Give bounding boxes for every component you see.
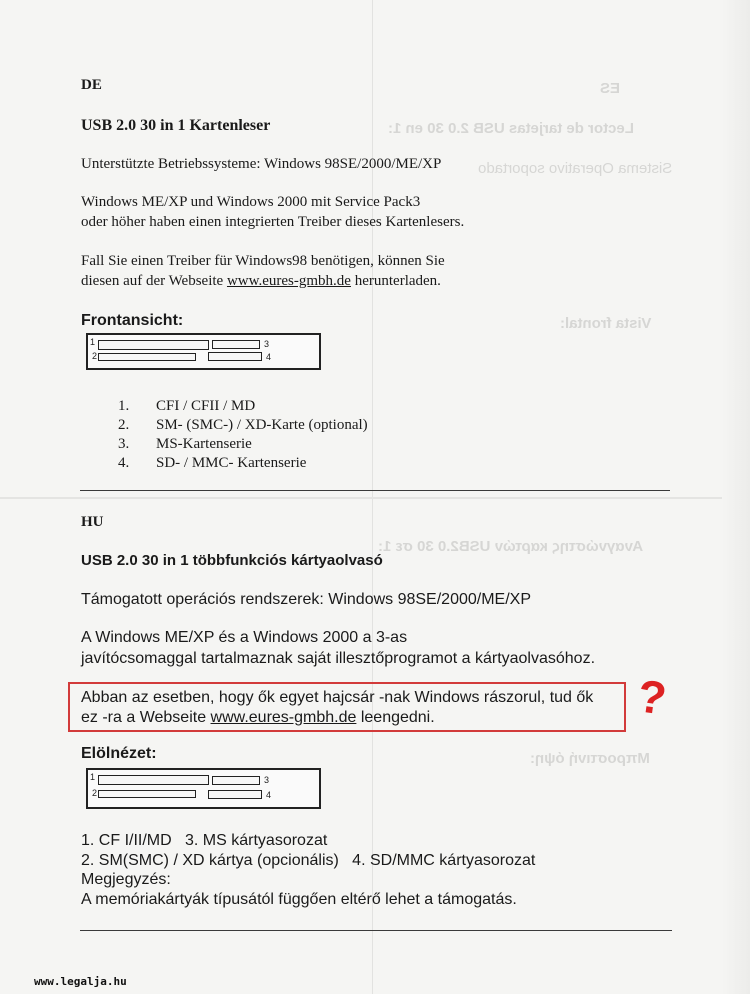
de-slot-sd (208, 352, 262, 361)
de-front-view-heading: Frontansicht: (81, 312, 184, 329)
hu-slot-cf (98, 775, 209, 785)
hu-slot-ms (212, 776, 260, 785)
hu-slot-label-1: 1 (90, 772, 96, 782)
hu-slot-sm-xd (98, 790, 196, 798)
hu-website-link[interactable]: www.eures-gmbh.de (210, 709, 357, 726)
hu-slot-sd (208, 790, 262, 799)
showthrough-es-vista: Vista frontal: (560, 315, 652, 332)
de-slot-cf (98, 340, 209, 350)
hu-driver-line-2: javítócsomaggal tartalmaznak saját illesztőprogramot a kártyaolvasóhoz. (81, 650, 596, 667)
de-slot-label-4: 4 (266, 352, 272, 362)
paper-fold-horizontal (0, 497, 750, 499)
hu-slot-label-3: 3 (264, 775, 270, 785)
de-win98-line-1: Fall Sie einen Treiber für Windows98 benötigen, können Sie (81, 253, 445, 269)
hu-driver-line-1: A Windows ME/XP és a Windows 2000 a 3-as (81, 629, 408, 646)
hu-section-divider (80, 930, 672, 931)
de-slot-label-1: 1 (90, 337, 96, 347)
de-win98-text: diesen auf der Webseite (81, 273, 227, 289)
hu-os-line: Támogatott operációs rendszerek: Windows 98SE/2000/ME/XP (81, 591, 531, 608)
de-list-num-4: 4. (118, 455, 130, 471)
de-driver-line-2: oder höher haben einen integrierten Treiber dieses Kartenlesers. (81, 214, 465, 230)
hu-win98-line-2 (81, 709, 435, 727)
showthrough-es-title: Lector de tarjetas USB 2.0 30 en 1: (388, 120, 634, 137)
de-product-title: USB 2.0 30 in 1 Kartenleser (81, 117, 271, 134)
de-language-code: DE (81, 77, 102, 93)
hu-win98-text-end: leengedni. (356, 709, 435, 726)
hu-note-text: A memóriakártyák típusától függően eltérő lehet a támogatás. (81, 891, 517, 908)
paper-edge-shadow (722, 0, 750, 994)
hu-front-view-heading: Elölnézet: (81, 745, 157, 762)
de-list-num-2: 2. (118, 417, 130, 433)
de-slot-sm-xd (98, 353, 196, 361)
de-card-reader-diagram (86, 333, 321, 370)
de-driver-line-1: Windows ME/XP und Windows 2000 mit Service Pack3 (81, 194, 421, 210)
watermark-footer: www.legalja.hu (34, 975, 127, 988)
de-slot-label-2: 2 (92, 351, 98, 361)
de-list-text-1: CFI / CFII / MD (156, 398, 256, 414)
hu-card-reader-diagram (86, 768, 321, 809)
de-list-text-4: SD- / MMC- Kartenserie (156, 455, 307, 471)
showthrough-gr-title: Αναγνώστης καρτών USB2.0 30 σε 1: (378, 538, 644, 555)
hu-note-label: Megjegyzés: (81, 871, 171, 888)
question-mark-annotation: ? (634, 669, 670, 725)
de-website-link[interactable]: www.eures-gmbh.de (226, 273, 351, 289)
de-list-num-1: 1. (118, 398, 130, 414)
hu-slot-label-4: 4 (266, 790, 272, 800)
de-list-text-3: MS-Kartenserie (156, 436, 252, 452)
de-list-text-2: SM- (SMC-) / XD-Karte (optional) (156, 417, 368, 433)
de-section-divider (80, 490, 670, 491)
de-os-line: Unterstützte Betriebssysteme: Windows 98SE/2000/ME/XP (81, 156, 442, 172)
de-win98-text-end: herunterladen. (350, 273, 441, 289)
de-list-num-3: 3. (118, 436, 130, 452)
de-slot-ms (212, 340, 260, 349)
showthrough-gr-front: Μπροστινή όψη: (530, 750, 650, 767)
hu-language-code: HU (81, 514, 104, 530)
hu-win98-line-1: Abban az esetben, hogy ők egyet hajcsár -nak Windows rászorul, tud ők (81, 689, 594, 706)
hu-win98-text: ez -ra a Webseite (81, 709, 211, 726)
showthrough-es-code: ES (600, 80, 621, 97)
de-win98-line-2 (81, 273, 441, 290)
hu-product-title: USB 2.0 30 in 1 többfunkciós kártyaolvasó (81, 552, 383, 569)
hu-list-line-1: 1. CF I/II/MD 3. MS kártyasorozat (81, 832, 328, 849)
showthrough-es-os: Sistema Operativo soportado (478, 160, 673, 177)
hu-list-line-2: 2. SM(SMC) / XD kártya (opcionális) 4. SD/MMC kártyasorozat (81, 852, 536, 869)
de-slot-label-3: 3 (264, 339, 270, 349)
hu-slot-label-2: 2 (92, 788, 98, 798)
